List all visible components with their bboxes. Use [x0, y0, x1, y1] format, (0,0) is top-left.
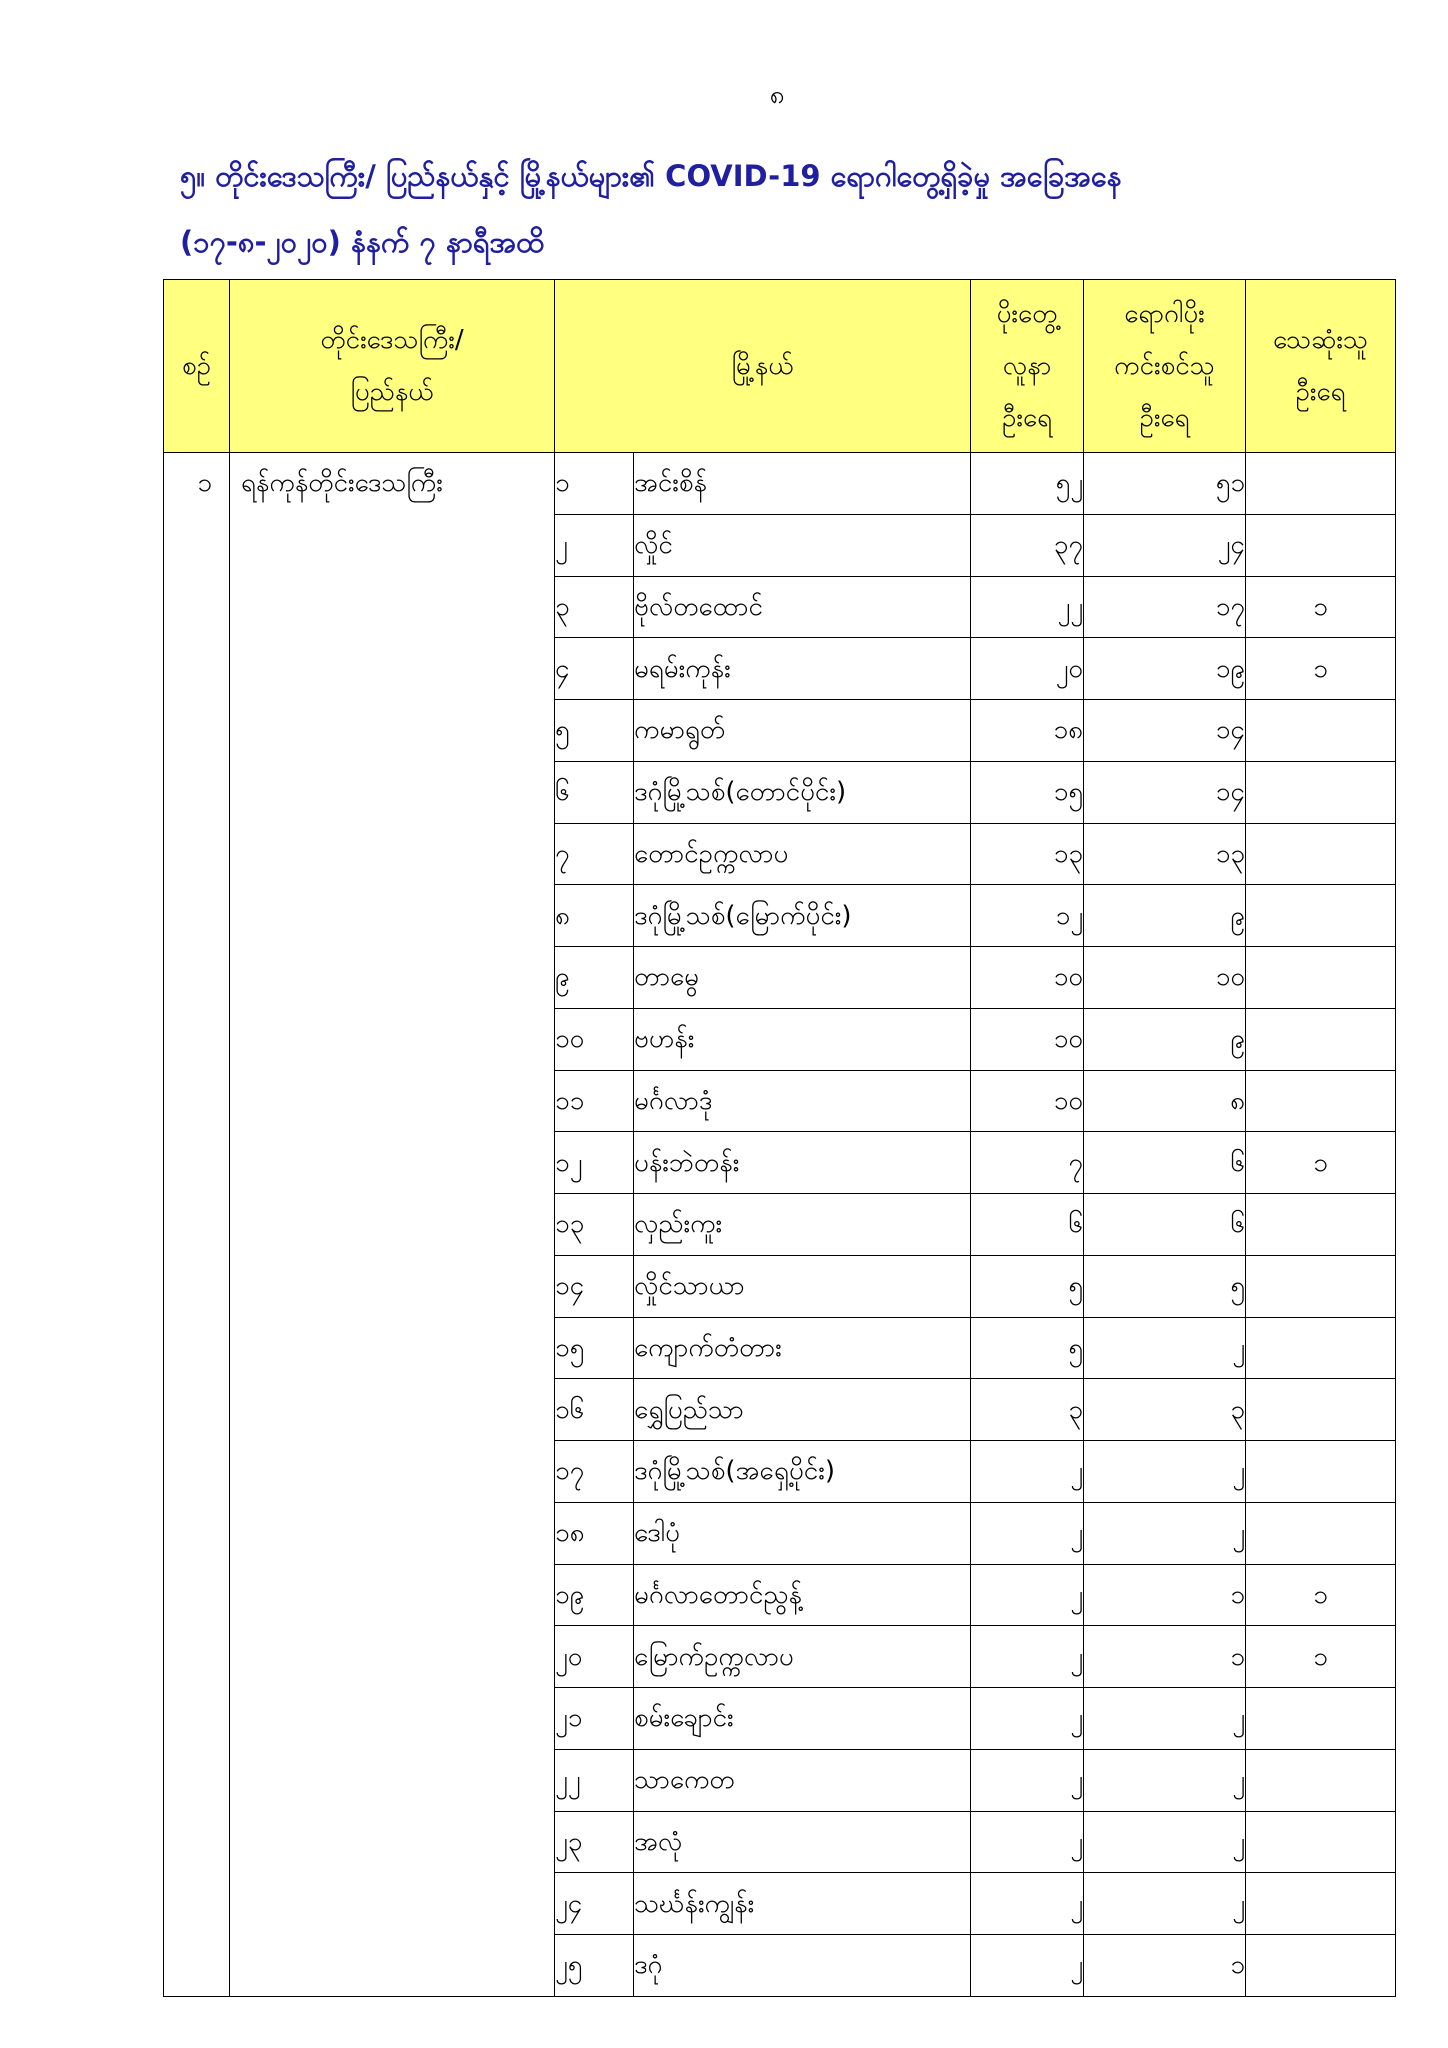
recovered-count-cell: ၁၇	[1084, 576, 1246, 638]
township-number-cell: ၇	[555, 823, 634, 885]
header-region	[230, 280, 555, 453]
table-body	[164, 453, 1396, 1997]
township-name-cell: သာကေတ	[634, 1749, 971, 1811]
township-name-cell: မင်္ဂလာဒုံ	[634, 1070, 971, 1132]
township-name-cell: လှိုင်	[634, 514, 971, 576]
deaths-count-cell	[1246, 1873, 1396, 1935]
township-name-cell: တောင်ဥက္ကလာပ	[634, 823, 971, 885]
township-number-cell: ၁၃	[555, 1194, 634, 1256]
deaths-count-cell	[1246, 1070, 1396, 1132]
deaths-count-cell: ၁	[1246, 1132, 1396, 1194]
header-region-line: တိုင်းဒေသကြီး/	[320, 325, 464, 355]
deaths-count-cell: ၁	[1246, 638, 1396, 700]
recovered-count-cell: ၂	[1084, 1873, 1246, 1935]
recovered-count-cell: ၁၀	[1084, 947, 1246, 1009]
township-number-cell: ၃	[555, 576, 634, 638]
title-line-1: ၅။ တိုင်းဒေသကြီး/ ပြည်နယ်နှင့် မြို့နယ်များ၏ COVID-19 ရောဂါတွေ့ရှိခဲ့မှု အခြေအနေ	[180, 159, 1122, 193]
township-number-cell: ၁၈	[555, 1502, 634, 1564]
table-row	[164, 453, 1396, 515]
township-number-cell: ၂၃	[555, 1811, 634, 1873]
recovered-count-cell: ၁	[1084, 1564, 1246, 1626]
title-line-2: (၁၇-၈-၂၀၂၀) နံနက် ၇ နာရီအထိ	[180, 225, 545, 259]
confirmed-count-cell: ၅၂	[971, 453, 1084, 515]
township-number-cell: ၁၅	[555, 1317, 634, 1379]
township-number-cell: ၁၉	[555, 1564, 634, 1626]
deaths-count-cell	[1246, 514, 1396, 576]
township-name-cell: ရွှေပြည်သာ	[634, 1379, 971, 1441]
township-name-cell: ဒေါပုံ	[634, 1502, 971, 1564]
header-serial-label: စဉ်	[181, 351, 212, 381]
recovered-count-cell: ၂	[1084, 1441, 1246, 1503]
recovered-count-cell: ၂	[1084, 1749, 1246, 1811]
township-number-cell: ၄	[555, 638, 634, 700]
township-number-cell: ၁၇	[555, 1441, 634, 1503]
township-number-cell: ၁၁	[555, 1070, 634, 1132]
township-name-cell: ဗိုလ်တထောင်	[634, 576, 971, 638]
recovered-count-cell: ၅၁	[1084, 453, 1246, 515]
deaths-count-cell: ၁	[1246, 1626, 1396, 1688]
deaths-count-cell: ၁	[1246, 1564, 1396, 1626]
confirmed-count-cell: ၃၇	[971, 514, 1084, 576]
region-number-cell: ၁	[164, 453, 230, 1997]
deaths-count-cell	[1246, 1255, 1396, 1317]
deaths-count-cell	[1246, 453, 1396, 515]
recovered-count-cell: ၁၃	[1084, 823, 1246, 885]
confirmed-count-cell: ၂	[971, 1502, 1084, 1564]
confirmed-count-cell: ၅	[971, 1255, 1084, 1317]
confirmed-count-cell: ၅	[971, 1317, 1084, 1379]
confirmed-count-cell: ၁၀	[971, 947, 1084, 1009]
township-name-cell: ပန်းဘဲတန်း	[634, 1132, 971, 1194]
header-deaths	[1246, 280, 1396, 453]
recovered-count-cell: ၆	[1084, 1194, 1246, 1256]
header-township-label: မြို့နယ်	[731, 351, 794, 381]
confirmed-count-cell: ၁၃	[971, 823, 1084, 885]
deaths-count-cell	[1246, 1688, 1396, 1750]
deaths-count-cell	[1246, 823, 1396, 885]
confirmed-count-cell: ၂	[971, 1749, 1084, 1811]
deaths-count-cell	[1246, 1008, 1396, 1070]
township-name-cell: သင်္ဃန်းကျွန်း	[634, 1873, 971, 1935]
township-number-cell: ၂၄	[555, 1873, 634, 1935]
deaths-count-cell	[1246, 1811, 1396, 1873]
recovered-count-cell: ၃	[1084, 1379, 1246, 1441]
township-number-cell: ၁၀	[555, 1008, 634, 1070]
township-name-cell: မရမ်းကုန်း	[634, 638, 971, 700]
recovered-count-cell: ၁၄	[1084, 761, 1246, 823]
township-number-cell: ၁၂	[555, 1132, 634, 1194]
deaths-count-cell	[1246, 947, 1396, 1009]
recovered-count-cell: ၂	[1084, 1502, 1246, 1564]
recovered-count-cell: ၉	[1084, 1008, 1246, 1070]
deaths-count-cell	[1246, 700, 1396, 762]
header-township	[555, 280, 971, 453]
header-confirmed-line: လူနာ	[1002, 351, 1052, 381]
township-number-cell: ၅	[555, 700, 634, 762]
township-name-cell: လှိုင်သာယာ	[634, 1255, 971, 1317]
page-number: ၈	[769, 80, 785, 110]
recovered-count-cell: ၆	[1084, 1132, 1246, 1194]
township-name-cell: လှည်းကူး	[634, 1194, 971, 1256]
township-number-cell: ၆	[555, 761, 634, 823]
deaths-count-cell	[1246, 1502, 1396, 1564]
township-number-cell: ၁၆	[555, 1379, 634, 1441]
confirmed-count-cell: ၃	[971, 1379, 1084, 1441]
confirmed-count-cell: ၁၅	[971, 761, 1084, 823]
confirmed-count-cell: ၁၈	[971, 700, 1084, 762]
confirmed-count-cell: ၂၀	[971, 638, 1084, 700]
confirmed-count-cell: ၂	[971, 1873, 1084, 1935]
recovered-count-cell: ၁	[1084, 1626, 1246, 1688]
deaths-count-cell	[1246, 1379, 1396, 1441]
recovered-count-cell: ၁၄	[1084, 700, 1246, 762]
township-number-cell: ၁	[555, 453, 634, 515]
recovered-count-cell: ၂	[1084, 1688, 1246, 1750]
confirmed-count-cell: ၂	[971, 1935, 1084, 1997]
deaths-count-cell	[1246, 1317, 1396, 1379]
confirmed-count-cell: ၁၀	[971, 1008, 1084, 1070]
township-name-cell: မင်္ဂလာတောင်ညွန့်	[634, 1564, 971, 1626]
confirmed-count-cell: ၂	[971, 1688, 1084, 1750]
township-number-cell: ၁၄	[555, 1255, 634, 1317]
recovered-count-cell: ၁	[1084, 1935, 1246, 1997]
township-number-cell: ၉	[555, 947, 634, 1009]
deaths-count-cell	[1246, 1749, 1396, 1811]
confirmed-count-cell: ၂	[971, 1441, 1084, 1503]
header-confirmed-line: ပိုးတွေ့	[996, 299, 1058, 329]
header-region-line: ပြည်နယ်	[350, 377, 434, 407]
recovered-count-cell: ၅	[1084, 1255, 1246, 1317]
recovered-count-cell: ၈	[1084, 1070, 1246, 1132]
township-number-cell: ၈	[555, 885, 634, 947]
confirmed-count-cell: ၂	[971, 1626, 1084, 1688]
recovered-count-cell: ၉	[1084, 885, 1246, 947]
township-number-cell: ၂၀	[555, 1626, 634, 1688]
township-number-cell: ၂	[555, 514, 634, 576]
header-recovered-line: ကင်းစင်သူ	[1114, 351, 1215, 381]
township-name-cell: ဗဟန်း	[634, 1008, 971, 1070]
deaths-count-cell	[1246, 1441, 1396, 1503]
header-recovered-line: ရောဂါပိုး	[1124, 299, 1205, 329]
header-recovered	[1084, 280, 1246, 453]
deaths-count-cell	[1246, 1935, 1396, 1997]
township-name-cell: ဒဂုံမြို့သစ်(မြောက်ပိုင်း)	[634, 885, 971, 947]
header-serial	[164, 280, 230, 453]
township-name-cell: စမ်းချောင်း	[634, 1688, 971, 1750]
recovered-count-cell: ၂၄	[1084, 514, 1246, 576]
township-name-cell: တာမွေ	[634, 947, 971, 1009]
confirmed-count-cell: ၂	[971, 1811, 1084, 1873]
header-deaths-line: သေဆုံးသူ	[1272, 325, 1369, 355]
deaths-count-cell: ၁	[1246, 576, 1396, 638]
deaths-count-cell	[1246, 885, 1396, 947]
recovered-count-cell: ၁၉	[1084, 638, 1246, 700]
recovered-count-cell: ၂	[1084, 1317, 1246, 1379]
confirmed-count-cell: ၆	[971, 1194, 1084, 1256]
township-name-cell: အလုံ	[634, 1811, 971, 1873]
header-confirmed	[971, 280, 1084, 453]
deaths-count-cell	[1246, 761, 1396, 823]
township-number-cell: ၂၁	[555, 1688, 634, 1750]
township-name-cell: ကမာရွတ်	[634, 700, 971, 762]
deaths-count-cell	[1246, 1194, 1396, 1256]
header-deaths-line: ဦးရေ	[1295, 377, 1346, 407]
confirmed-count-cell: ၁၀	[971, 1070, 1084, 1132]
township-name-cell: ဒဂုံမြို့သစ်(အရှေ့ပိုင်း)	[634, 1441, 971, 1503]
table-header-row	[164, 280, 1396, 453]
confirmed-count-cell: ၂	[971, 1564, 1084, 1626]
township-name-cell: ကျောက်တံတား	[634, 1317, 971, 1379]
recovered-count-cell: ၂	[1084, 1811, 1246, 1873]
confirmed-count-cell: ၇	[971, 1132, 1084, 1194]
confirmed-count-cell: ၁၂	[971, 885, 1084, 947]
header-confirmed-line: ဦးရေ	[1001, 403, 1053, 433]
township-name-cell: မြောက်ဥက္ကလာပ	[634, 1626, 971, 1688]
township-name-cell: ဒဂုံ	[634, 1935, 971, 1997]
region-name-cell: ရန်ကုန်တိုင်းဒေသကြီး	[230, 453, 555, 1997]
confirmed-count-cell: ၂၂	[971, 576, 1084, 638]
township-number-cell: ၂၅	[555, 1935, 634, 1997]
township-name-cell: အင်းစိန်	[634, 453, 971, 515]
township-name-cell: ဒဂုံမြို့သစ်(တောင်ပိုင်း)	[634, 761, 971, 823]
covid-cases-table	[163, 279, 1396, 1997]
header-recovered-line: ဦးရေ	[1139, 403, 1190, 433]
township-number-cell: ၂၂	[555, 1749, 634, 1811]
